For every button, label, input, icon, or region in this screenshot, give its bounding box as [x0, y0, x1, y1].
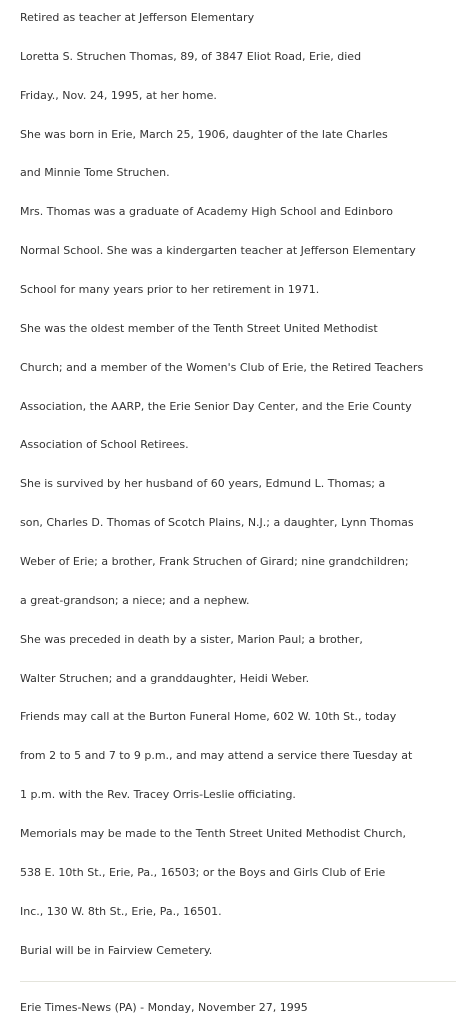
article-line: School for many years prior to her retirement in 1971. [20, 283, 320, 296]
article-line: Normal School. She was a kindergarten teacher at Jefferson Elementary [20, 244, 416, 257]
article-line: Friday., Nov. 24, 1995, at her home. [20, 89, 217, 102]
article-line: Association of School Retirees. [20, 438, 189, 451]
article-line: Weber of Erie; a brother, Frank Struchen of Girard; nine grandchildren; [20, 555, 409, 568]
article-line: She is survived by her husband of 60 years, Edmund L. Thomas; a [20, 477, 386, 490]
article-line: from 2 to 5 and 7 to 9 p.m., and may attend a service there Tuesday at [20, 749, 413, 762]
article-line: 538 E. 10th St., Erie, Pa., 16503; or the Boys and Girls Club of Erie [20, 866, 386, 879]
article-line: Inc., 130 W. 8th St., Erie, Pa., 16501. [20, 905, 222, 918]
article-line: Burial will be in Fairview Cemetery. [20, 944, 213, 957]
article-line: Loretta S. Struchen Thomas, 89, of 3847 Eliot Road, Erie, died [20, 50, 362, 63]
article-line: She was the oldest member of the Tenth Street United Methodist [20, 322, 378, 335]
article-line: Mrs. Thomas was a graduate of Academy High School and Edinboro [20, 205, 393, 218]
source-citation: Erie Times-News (PA) - Monday, November 27, 1995 [20, 1001, 308, 1014]
article-line: Friends may call at the Burton Funeral Home, 602 W. 10th St., today [20, 710, 397, 723]
article-line: Church; and a member of the Women's Club of Erie, the Retired Teachers [20, 361, 424, 374]
footer-divider [20, 981, 456, 982]
article-line: and Minnie Tome Struchen. [20, 166, 170, 179]
article-line: son, Charles D. Thomas of Scotch Plains, N.J.; a daughter, Lynn Thomas [20, 516, 414, 529]
article-line: Association, the AARP, the Erie Senior Day Center, and the Erie County [20, 400, 412, 413]
article-line: Retired as teacher at Jefferson Elementary [20, 11, 255, 24]
article-line: She was born in Erie, March 25, 1906, daughter of the late Charles [20, 128, 388, 141]
article-line: She was preceded in death by a sister, Marion Paul; a brother, [20, 633, 363, 646]
article-line: 1 p.m. with the Rev. Tracey Orris-Leslie officiating. [20, 788, 296, 801]
article-line: Memorials may be made to the Tenth Street United Methodist Church, [20, 827, 407, 840]
article-line: Walter Struchen; and a granddaughter, Heidi Weber. [20, 672, 310, 685]
article-line: a great-grandson; a niece; and a nephew. [20, 594, 250, 607]
